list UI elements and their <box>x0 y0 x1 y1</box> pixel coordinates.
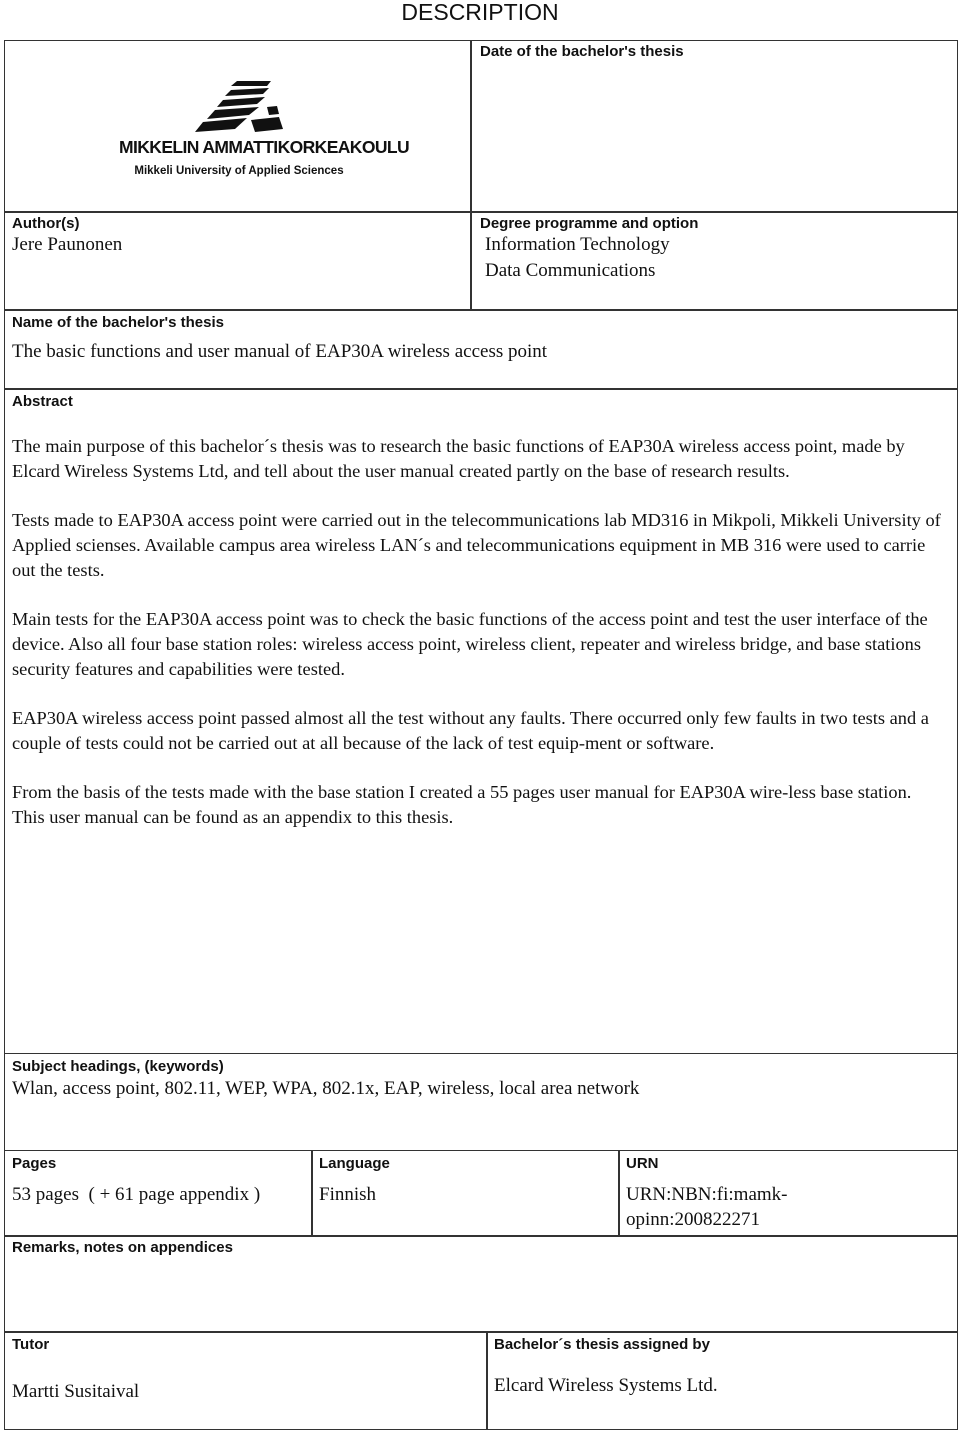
degree-line-1: Information Technology <box>485 234 670 255</box>
remarks-label: Remarks, notes on appendices <box>12 1239 233 1256</box>
urn-label: URN <box>626 1155 659 1172</box>
abstract-paragraph: Tests made to EAP30A access point were carried out in the telecommunications lab MD316 in Mikpoli, Mikkeli University of Applied scienses. Available campus area wireless LAN´s and telecommunications equipment in MB 316 were used to carrie out the tests. <box>12 510 941 580</box>
pages-value: 53 pages ( + 61 page appendix ) <box>12 1184 261 1205</box>
date-label: Date of the bachelor's thesis <box>480 43 684 60</box>
school-emblem-icon <box>119 77 359 135</box>
keywords-value: Wlan, access point, 802.11, WEP, WPA, 802.1x, EAP, wireless, local area network <box>12 1078 640 1099</box>
abstract-label: Abstract <box>12 393 73 410</box>
keywords-label: Subject headings, (keywords) <box>12 1058 224 1075</box>
language-cell <box>311 1150 620 1237</box>
tutor-value: Martti Susitaival <box>12 1381 140 1402</box>
abstract-paragraph: The main purpose of this bachelor´s thesis was to research the basic functions of EAP30A wireless access point, made by Elcard Wireless Systems Ltd, and tell about the user manual created partly on the base of research results. <box>12 436 905 481</box>
thesis-name-label: Name of the bachelor's thesis <box>12 314 224 331</box>
assigned-by-cell <box>486 1331 958 1430</box>
abstract-paragraph: EAP30A wireless access point passed almost all the test without any faults. There occurred only few faults in two tests and a couple of tests could not be carried out at all because of the lack of test equip-ment or software. <box>12 708 929 753</box>
urn-line-2: opinn:200822271 <box>626 1209 761 1230</box>
date-cell <box>470 40 958 213</box>
language-value: Finnish <box>319 1184 377 1205</box>
urn-line-1: URN:NBN:fi:mamk- <box>626 1184 788 1205</box>
assigned-by-value: Elcard Wireless Systems Ltd. <box>494 1375 718 1396</box>
school-logo <box>119 77 410 187</box>
degree-cell <box>470 211 958 311</box>
degree-line-2: Data Communications <box>485 260 656 281</box>
pages-label: Pages <box>12 1155 57 1172</box>
author-label: Author(s) <box>12 215 80 232</box>
assigned-by-label: Bachelor´s thesis assigned by <box>494 1336 710 1353</box>
page-title: DESCRIPTION <box>401 0 559 25</box>
thesis-name-value: The basic functions and user manual of EAP30A wireless access point <box>12 341 548 362</box>
logo-cell <box>4 40 472 213</box>
school-subtitle: Mikkeli University of Applied Sciences <box>134 165 344 177</box>
keywords-cell <box>4 1053 958 1151</box>
degree-label: Degree programme and option <box>480 215 699 232</box>
urn-cell <box>618 1150 958 1237</box>
pages-cell <box>4 1150 313 1237</box>
school-name: MIKKELIN AMMATTIKORKEAKOULU <box>119 137 410 157</box>
author-cell <box>4 211 472 311</box>
abstract-paragraph: Main tests for the EAP30A access point was to check the basic functions of the access point and test the user interface of the device. Also all four base station roles: wireless access point, wireless client, repeater and wireless bridge, and base stations security features and capabilities were tested. <box>12 609 928 679</box>
tutor-label: Tutor <box>12 1336 50 1353</box>
remarks-cell <box>4 1235 958 1333</box>
author-value: Jere Paunonen <box>12 234 123 255</box>
language-label: Language <box>319 1155 390 1172</box>
abstract-body <box>12 434 947 854</box>
thesis-name-cell <box>4 309 958 390</box>
tutor-cell <box>4 1331 488 1430</box>
abstract-paragraph: From the basis of the tests made with the base station I created a 55 pages user manual for EAP30A wire-less base station. This user manual can be found as an appendix to this thesis. <box>12 782 912 827</box>
